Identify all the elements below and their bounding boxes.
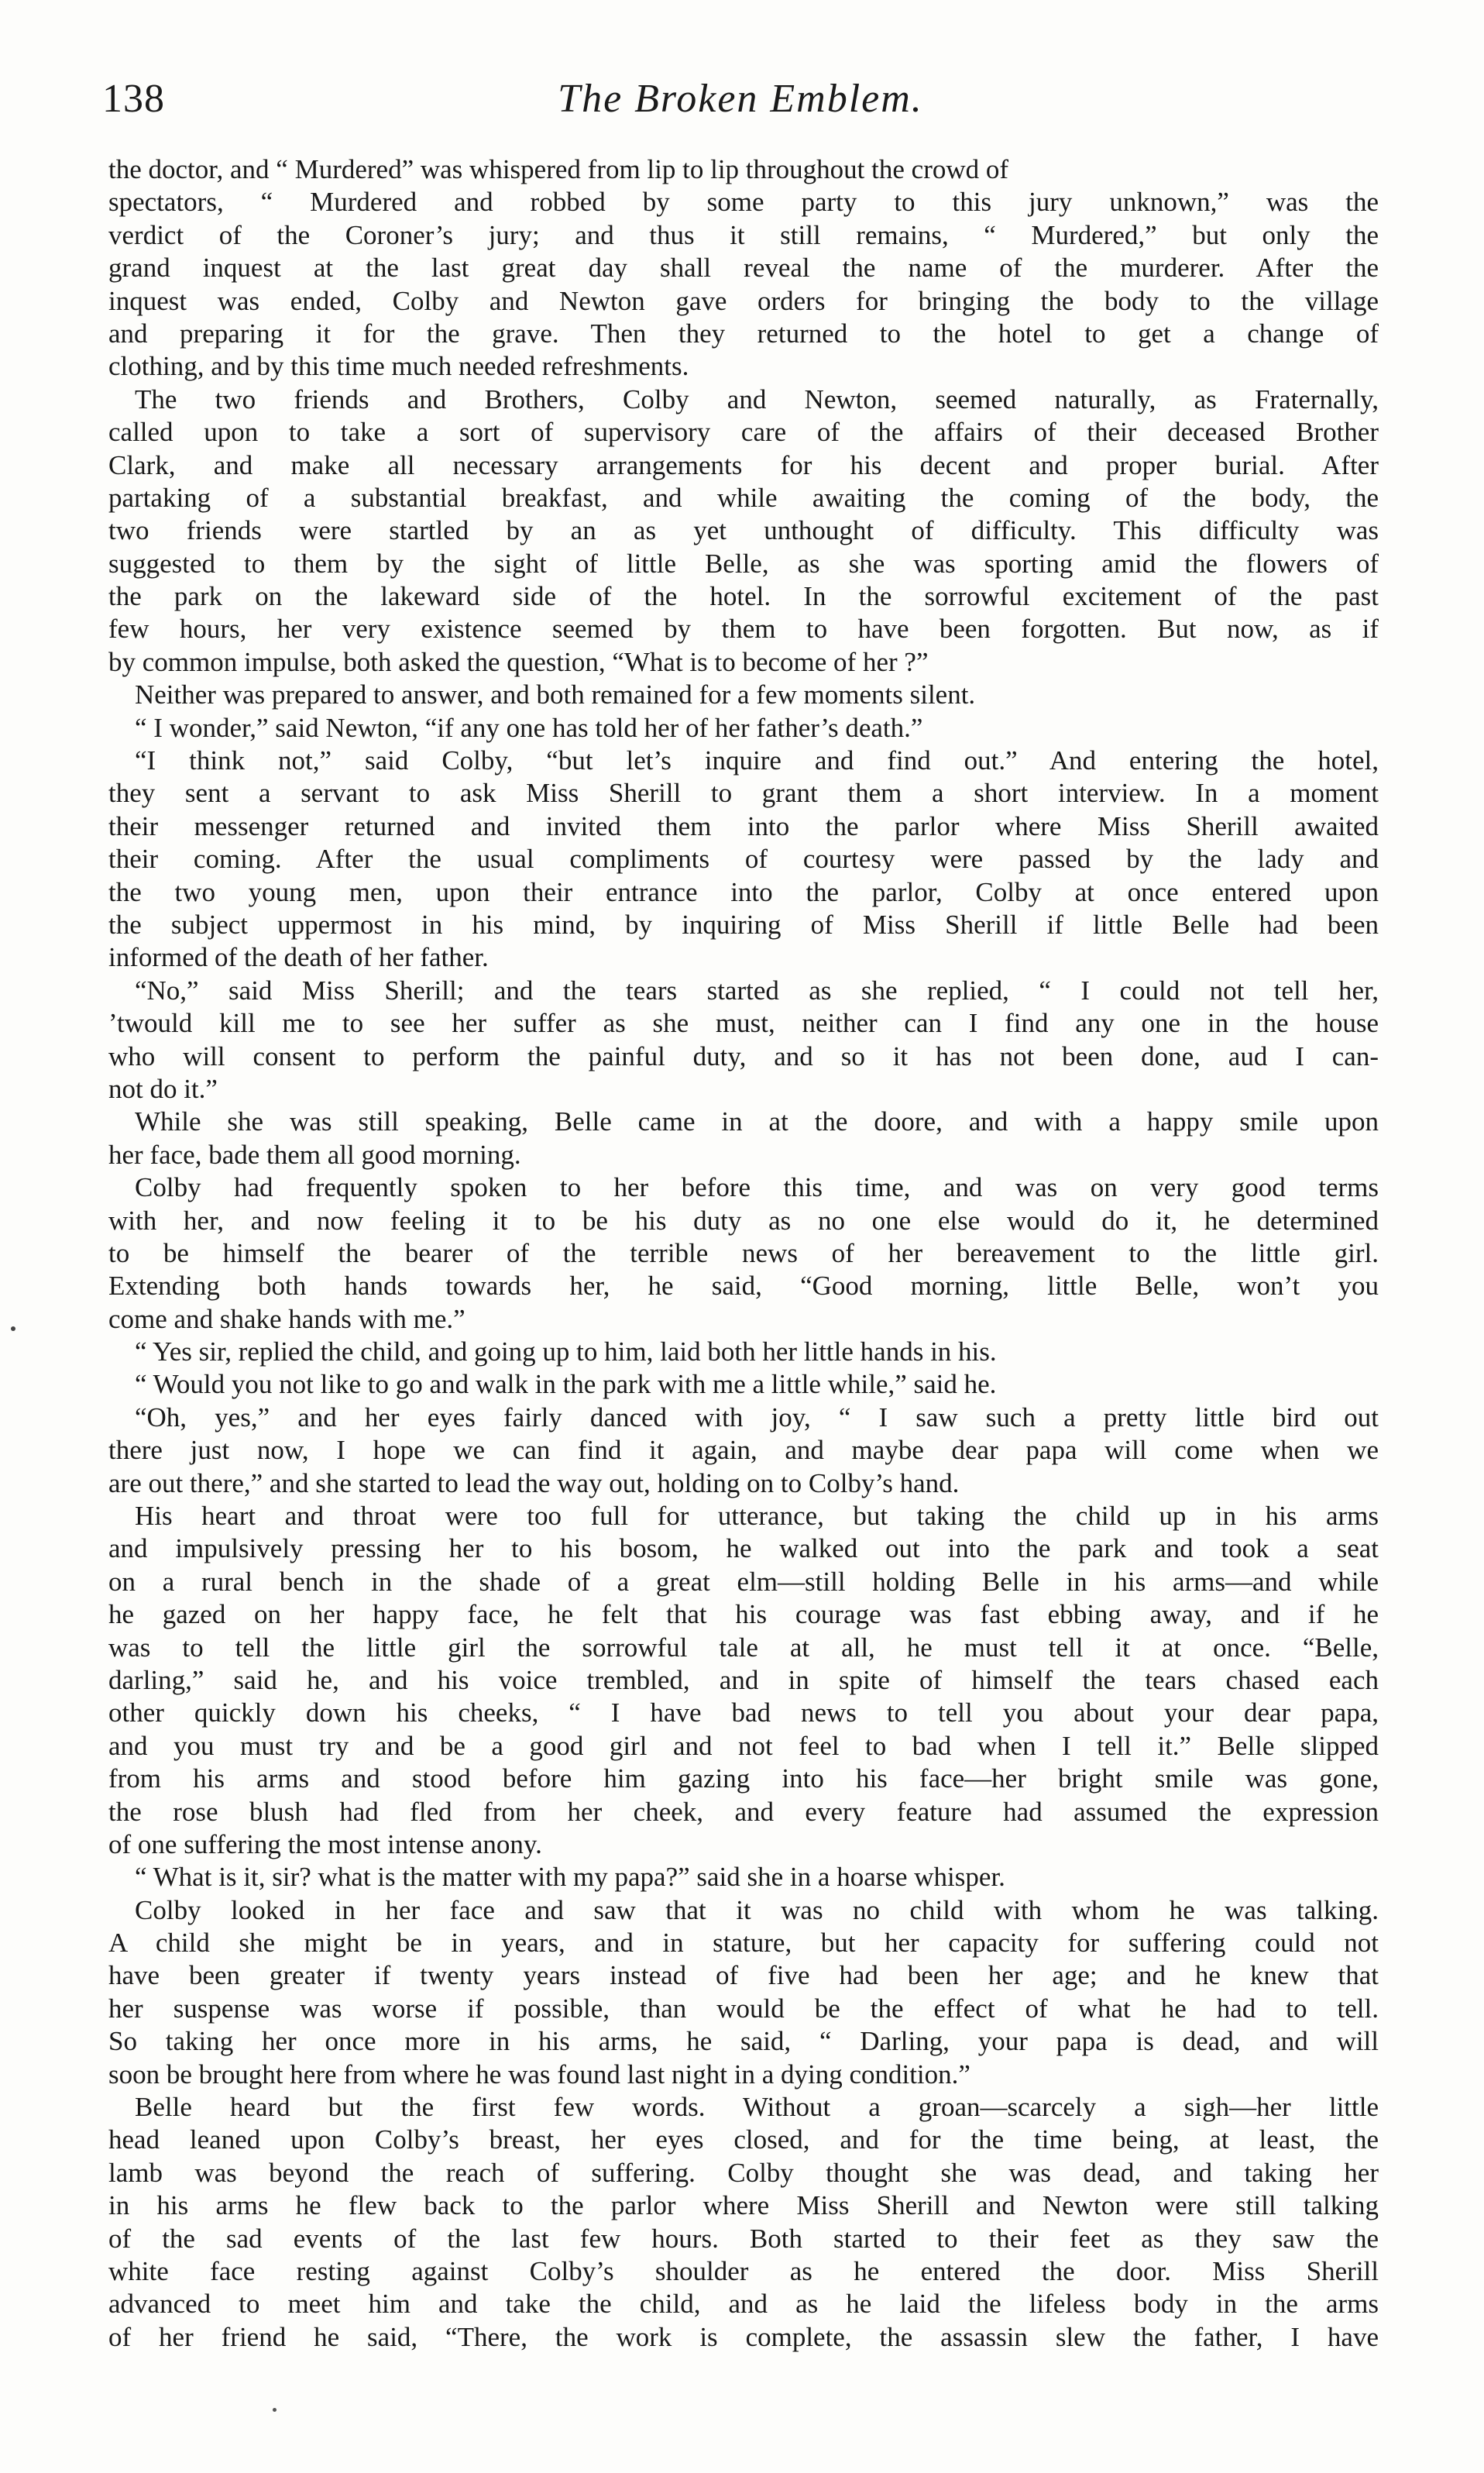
text-line: and preparing it for the grave. Then they returned to the hotel to get a change of xyxy=(108,318,1379,349)
text-line: darling,” said he, and his voice trembled, and in spite of himself the tears chased each xyxy=(108,1664,1379,1695)
text-line: and you must try and be a good girl and not feel to bad when I tell it.” Belle slipped xyxy=(108,1730,1379,1761)
text-line: lamb was beyond the reach of suffering. Colby thought she was dead, and taking her xyxy=(108,2157,1379,2188)
text-line: not do it.” xyxy=(108,1073,218,1104)
body-text xyxy=(108,153,1379,2354)
text-line: head leaned upon Colby’s breast, her eyes closed, and for the time being, at least, the xyxy=(108,2124,1379,2155)
text-line: ’twould kill me to see her suffer as she must, neither can I find any one in the house xyxy=(108,1008,1379,1039)
text-line: grand inquest at the last great day shall reveal the name of the murderer. After the xyxy=(108,253,1379,284)
text-line: “ I wonder,” said Newton, “if any one has told her of her father’s death.” xyxy=(135,712,923,743)
text-line: they sent a servant to ask Miss Sherill to grant them a short interview. In a moment xyxy=(108,778,1379,809)
text-line: Belle heard but the first few words. Without a groan—scarcely a sigh—her little xyxy=(135,2092,1379,2123)
text-line: inquest was ended, Colby and Newton gave orders for bringing the body to the village xyxy=(108,285,1379,316)
text-line: Clark, and make all necessary arrangements for his decent and proper burial. After xyxy=(108,449,1379,480)
text-line: have been greater if twenty years instead of five had been her age; and he knew that xyxy=(108,1960,1379,1991)
text-line: her suspense was worse if possible, than would be the effect of what he had to tell. xyxy=(108,1993,1379,2024)
text-line: The two friends and Brothers, Colby and Newton, seemed naturally, as Fraternally, xyxy=(135,384,1379,414)
text-line: the doctor, and “ Murdered” was whispered from lip to lip throughout the crowd of xyxy=(108,154,1009,184)
bottom-speck xyxy=(273,2408,277,2412)
text-line: advanced to meet him and take the child, and as he laid the lifeless body in the arms xyxy=(108,2289,1379,2320)
text-line: he gazed on her happy face, he felt that his courage was fast ebbing away, and if he xyxy=(108,1599,1379,1630)
running-title: The Broken Emblem. xyxy=(558,77,923,121)
text-line: who will consent to perform the painful duty, and so it has not been done, aud I can- xyxy=(108,1040,1379,1071)
text-line: from his arms and stood before him gazing into his face—her bright smile was gone, xyxy=(108,1763,1379,1794)
text-line: the rose blush had fled from her cheek, and every feature had assumed the expression xyxy=(108,1796,1379,1827)
text-line: was to tell the little girl the sorrowful tale at all, he must tell it at once. “Belle, xyxy=(108,1632,1379,1663)
text-line: soon be brought here from where he was found last night in a dying condition.” xyxy=(108,2059,970,2089)
text-line: Colby had frequently spoken to her before this time, and was on very good terms xyxy=(135,1172,1379,1203)
text-line: in his arms he flew back to the parlor where Miss Sherill and Newton were still talking xyxy=(108,2190,1379,2221)
text-line: of the sad events of the last few hours. Both started to their feet as they saw the xyxy=(108,2223,1379,2254)
text-line: Extending both hands towards her, he said, “Good morning, little Belle, won’t you xyxy=(108,1271,1379,1302)
text-line: Neither was prepared to answer, and both remained for a few moments silent. xyxy=(135,679,976,710)
text-line: suggested to them by the sight of little Belle, as she was sporting amid the flowers of xyxy=(108,548,1379,579)
text-line: there just now, I hope we can find it again, and maybe dear papa will come when we xyxy=(108,1435,1379,1466)
text-line: by common impulse, both asked the question, “What is to become of her ?” xyxy=(108,646,929,677)
text-line: of her friend he said, “There, the work is complete, the assassin slew the father, I have xyxy=(108,2321,1379,2352)
text-line: “No,” said Miss Sherill; and the tears started as she replied, “ I could not tell her, xyxy=(135,975,1379,1006)
text-line: two friends were startled by an as yet unthought of difficulty. This difficulty was xyxy=(108,515,1379,546)
text-line: come and shake hands with me.” xyxy=(108,1303,465,1334)
text-line: So taking her once more in his arms, he said, “ Darling, your papa is dead, and will xyxy=(108,2026,1379,2057)
text-line: “ Would you not like to go and walk in the park with me a little while,” said he. xyxy=(135,1369,997,1400)
text-line: partaking of a substantial breakfast, and while awaiting the coming of the body, the xyxy=(108,482,1379,513)
text-line: While she was still speaking, Belle came in at the doore, and with a happy smile upon xyxy=(135,1106,1379,1137)
text-line: their messenger returned and invited them into the parlor where Miss Sherill awaited xyxy=(108,810,1379,841)
text-line: “ Yes sir, replied the child, and going up to him, laid both her little hands in his. xyxy=(135,1336,997,1367)
text-line: A child she might be in years, and in stature, but her capacity for suffering could not xyxy=(108,1928,1379,1959)
text-line: their coming. After the usual compliments of courtesy were passed by the lady and xyxy=(108,844,1379,875)
text-line: “Oh, yes,” and her eyes fairly danced with joy, “ I saw such a pretty little bird out xyxy=(135,1402,1379,1433)
text-line: of one suffering the most intense anony. xyxy=(108,1828,542,1859)
text-line: His heart and throat were too full for utterance, but taking the child up in his arms xyxy=(135,1501,1379,1532)
text-line: few hours, her very existence seemed by them to have been forgotten. But now, as if xyxy=(108,614,1379,645)
text-line: with her, and now feeling it to be his duty as no one else would do it, he determined xyxy=(108,1205,1379,1236)
text-line: Colby looked in her face and saw that it was no child with whom he was talking. xyxy=(135,1894,1379,1925)
text-line: spectators, “ Murdered and robbed by some party to this jury unknown,” was the xyxy=(108,187,1379,218)
text-line: the park on the lakeward side of the hotel. In the sorrowful excitement of the past xyxy=(108,581,1379,612)
text-line: are out there,” and she started to lead the way out, holding on to Colby’s hand. xyxy=(108,1467,960,1498)
text-line: “I think not,” said Colby, “but let’s inquire and find out.” And entering the hotel, xyxy=(135,745,1379,776)
margin-speck xyxy=(11,1326,15,1331)
text-line: verdict of the Coroner’s jury; and thus it still remains, “ Murdered,” but only the xyxy=(108,219,1379,250)
text-line: “ What is it, sir? what is the matter with my papa?” said she in a hoarse whisper. xyxy=(135,1862,1005,1893)
text-line: clothing, and by this time much needed refreshments. xyxy=(108,351,689,382)
text-line: to be himself the bearer of the terrible news of her bereavement to the little girl. xyxy=(108,1237,1379,1268)
text-line: white face resting against Colby’s shoulder as he entered the door. Miss Sherill xyxy=(108,2256,1379,2286)
text-line: on a rural bench in the shade of a great elm—still holding Belle in his arms—and while xyxy=(108,1566,1379,1597)
page-number: 138 xyxy=(102,77,165,121)
text-line: and impulsively pressing her to his bosom, he walked out into the park and took a seat xyxy=(108,1533,1379,1564)
text-line: her face, bade them all good morning. xyxy=(108,1139,521,1170)
running-head xyxy=(102,76,1379,130)
text-line: the two young men, upon their entrance into the parlor, Colby at once entered upon xyxy=(108,876,1379,907)
text-line: other quickly down his cheeks, “ I have bad news to tell you about your dear papa, xyxy=(108,1697,1379,1728)
text-line: the subject uppermost in his mind, by inquiring of Miss Sherill if little Belle had been xyxy=(108,909,1379,940)
text-line: informed of the death of her father. xyxy=(108,942,489,973)
text-line: called upon to take a sort of supervisory care of the affairs of their deceased Brother xyxy=(108,417,1379,448)
